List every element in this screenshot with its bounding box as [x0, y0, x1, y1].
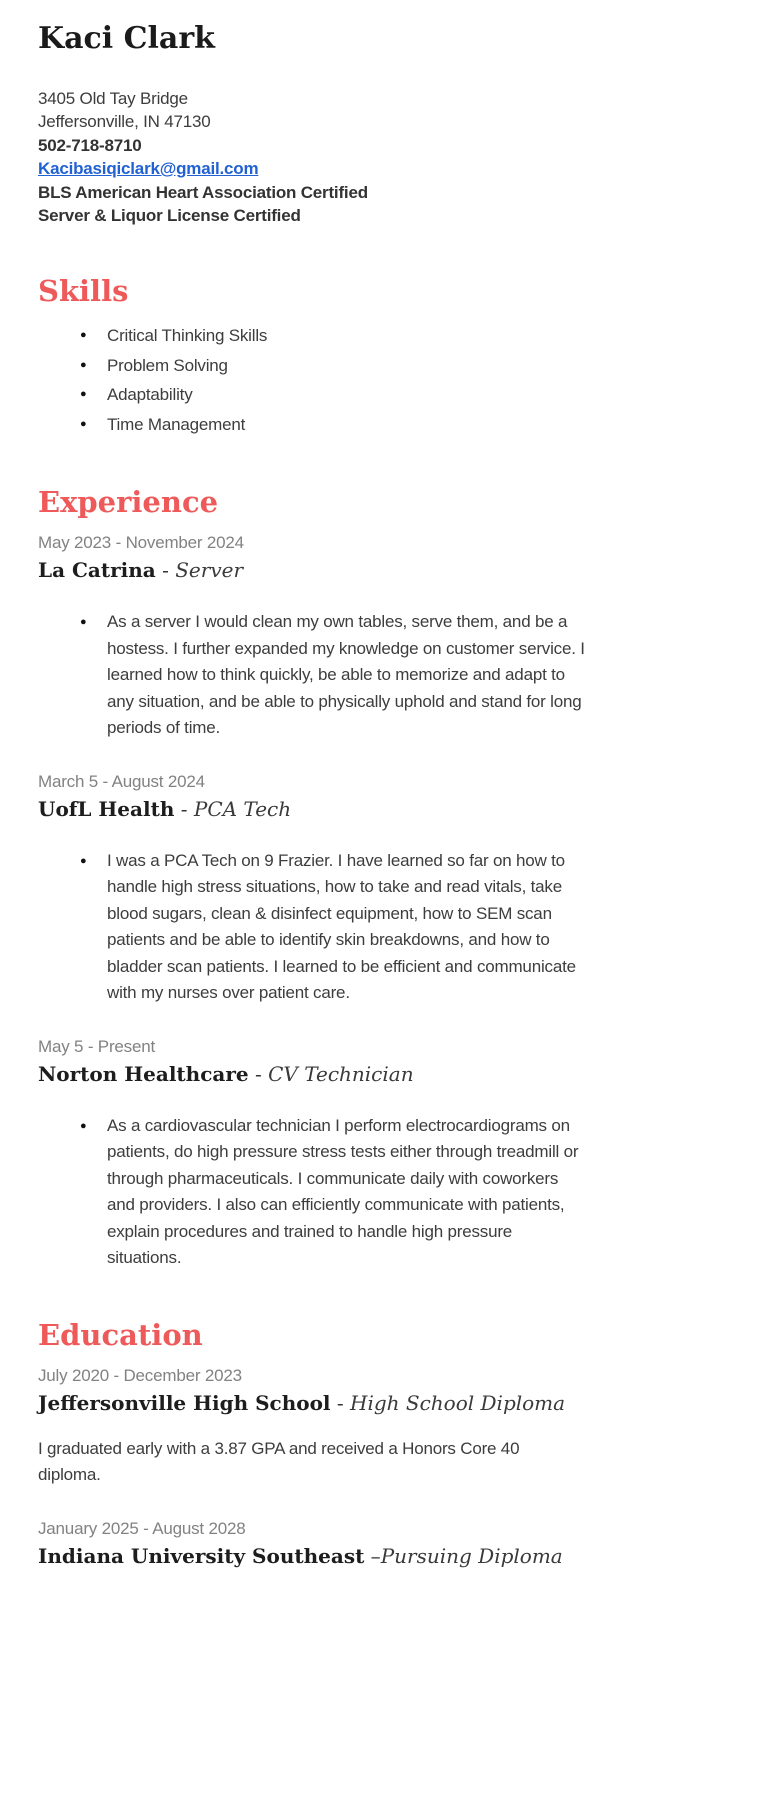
job-description-list: [38, 1113, 586, 1272]
skill-item: [80, 410, 729, 440]
employer-name: La Catrina: [38, 558, 156, 583]
education-section-title: Education: [38, 1317, 203, 1352]
school-name: Indiana University Southeast: [38, 1543, 365, 1568]
employer-name: Norton Healthcare: [38, 1061, 249, 1086]
certification-line-1: BLS American Heart Association Certified: [38, 182, 368, 202]
address-line-1: 3405 Old Tay Bridge: [38, 88, 188, 108]
job-role: PCA Tech: [193, 796, 292, 821]
bullet-icon: [80, 351, 107, 381]
title-separator: -: [155, 558, 176, 583]
email-link[interactable]: Kacibasiqiclark@gmail.com: [38, 159, 259, 178]
education-dates: July 2020 - December 2023: [38, 1365, 242, 1385]
experience-entry: [38, 1035, 729, 1272]
skill-item-label: Adaptability: [107, 385, 193, 405]
skill-item-label: Time Management: [107, 414, 246, 434]
address-line-2: Jeffersonville, IN 47130: [38, 112, 211, 131]
title-separator: -: [248, 1061, 269, 1086]
title-separator: –: [364, 1543, 381, 1568]
experience-entry: [38, 531, 729, 742]
experience-entry: [38, 770, 729, 1007]
email-line: [38, 157, 729, 181]
job-title-line: [38, 794, 729, 824]
job-description-bullet: [80, 609, 586, 742]
employer-name: UofL Health: [38, 796, 175, 821]
job-description-bullet: [80, 1113, 586, 1272]
bullet-icon: [80, 848, 107, 1007]
bullet-icon: [80, 609, 107, 742]
skill-item: [80, 351, 729, 381]
certification-line-2: Server & Liquor License Certified: [38, 206, 301, 225]
job-dates: March 5 - August 2024: [38, 771, 205, 791]
job-description-text: I was a PCA Tech on 9 Frazier. I have learned so far on how to handle high stress situations, how to take and read vitals, take blood sugars, clean & disinfect equipment, how to SEM scan patients and be able to identify skin breakdowns, and how to bladder scan patients. I learned to be efficient and communicate with my nurses over patient care.: [107, 850, 576, 1003]
phone-number: 502-718-8710: [38, 135, 142, 155]
job-description-list: [38, 609, 586, 742]
job-dates: May 5 - Present: [38, 1036, 155, 1056]
education-note: I graduated early with a 3.87 GPA and received a Honors Core 40 diploma.: [38, 1438, 520, 1485]
bullet-icon: [80, 321, 107, 351]
degree-name: Pursuing Diploma: [380, 1543, 563, 1568]
education-title-line: [38, 1541, 729, 1571]
degree-name: High School Diploma: [350, 1390, 566, 1415]
skill-item-label: Problem Solving: [107, 355, 228, 375]
school-name: Jeffersonville High School: [38, 1390, 331, 1415]
title-separator: -: [330, 1390, 351, 1415]
education-title-line: [38, 1388, 729, 1418]
job-description-bullet: [80, 848, 586, 1007]
education-entry: [38, 1517, 729, 1571]
job-dates: May 2023 - November 2024: [38, 533, 244, 553]
education-entry: [38, 1364, 729, 1489]
bullet-icon: [80, 380, 107, 410]
skills-section-title: Skills: [38, 273, 129, 308]
contact-block: [38, 87, 729, 228]
skill-item-label: Critical Thinking Skills: [107, 326, 268, 346]
resume-name: Kaci Clark: [38, 21, 215, 56]
job-title-line: [38, 555, 729, 585]
bullet-icon: [80, 1113, 107, 1272]
job-role: CV Technician: [268, 1061, 414, 1086]
job-description-text: As a cardiovascular technician I perform electrocardiograms on patients, do high pressure stress tests either through treadmill or through pharmaceuticals. I communicate daily with coworkers and providers. I also can efficiently communicate with patients, explain procedures and trained to handle high pressure situations.: [107, 1115, 579, 1268]
title-separator: -: [174, 796, 194, 821]
job-description-text: As a server I would clean my own tables, serve them, and be a hostess. I further expanded my knowledge on customer service. I learned how to think quickly, be able to memorize and adapt to any situation, and be able to physically uphold and stand for long periods of time.: [107, 612, 585, 738]
skills-list: [38, 321, 729, 439]
job-role: Server: [175, 558, 244, 583]
skill-item: [80, 321, 729, 351]
education-dates: January 2025 - August 2028: [38, 1518, 246, 1538]
bullet-icon: [80, 410, 107, 440]
job-description-list: [38, 848, 586, 1007]
skill-item: [80, 380, 729, 410]
experience-section-title: Experience: [38, 485, 219, 520]
job-title-line: [38, 1059, 729, 1089]
